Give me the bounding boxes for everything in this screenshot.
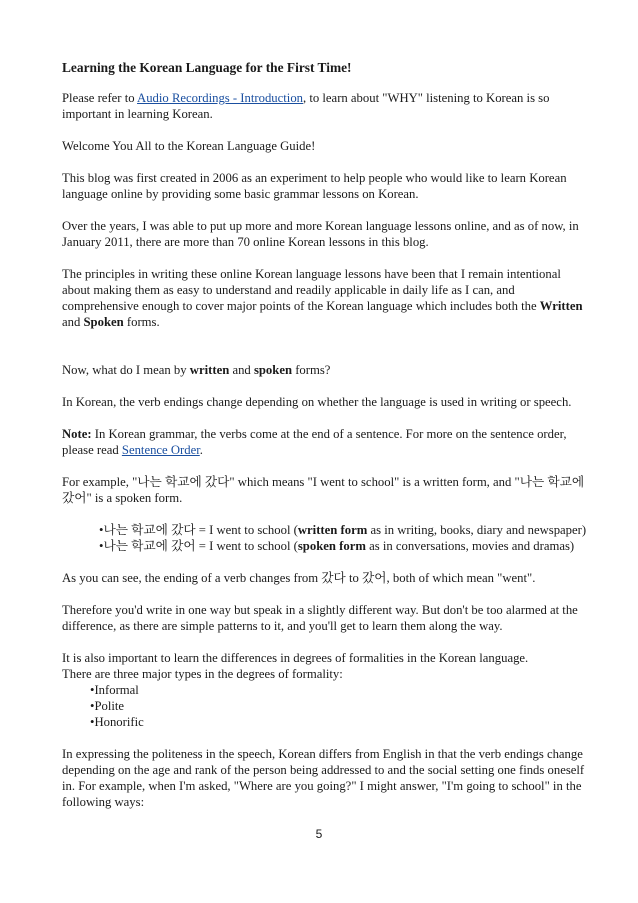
example-written-bold: written form	[297, 523, 368, 537]
written-bold: Written	[539, 299, 583, 313]
question-paragraph	[62, 362, 588, 378]
formality-line-1: It is also important to learn the differences in degrees of formalities in the Korean language.	[62, 651, 529, 665]
example-written-pre: •나는 학교에 갔다 = I went to school (	[99, 523, 298, 537]
principles-text: The principles in writing these online Korean language lessons have been that I remain intentional about making them as easy to understand and readily applicable in daily life as I can, and comprehensive enough to cover major points of the Korean language which includes both the	[62, 267, 561, 313]
intro-paragraph	[62, 90, 588, 122]
formality-paragraph	[62, 650, 588, 682]
audio-recordings-link[interactable]: Audio Recordings - Introduction	[137, 91, 304, 105]
example-spoken-pre: •나는 학교에 갔어 = I went to school (	[99, 539, 298, 553]
note-post: .	[199, 443, 203, 457]
blog-history-paragraph: This blog was first created in 2006 as an experiment to help people who would like to learn Korean language online by providing some basic grammar lessons on Korean.	[62, 171, 567, 201]
note-label: Note:	[62, 427, 92, 441]
example-spoken-bold: spoken form	[297, 539, 366, 553]
spoken-bold: Spoken	[83, 315, 124, 329]
question-spoken-bold: spoken	[253, 363, 293, 377]
list-item	[99, 522, 588, 538]
list-item: •Honorific	[90, 715, 144, 729]
intro-text-post: , to learn about "WHY" listening to Korean is so important in learning Korean.	[62, 91, 550, 121]
principles-and: and	[62, 315, 84, 329]
examples-list	[62, 522, 588, 554]
list-item	[99, 538, 588, 554]
question-post: forms?	[292, 363, 331, 377]
list-item: •Informal	[90, 683, 139, 697]
sentence-order-link[interactable]: Sentence Order	[121, 443, 200, 457]
therefore-paragraph: Therefore you'd write in one way but speak in a slightly different way. But don't be too alarmed at the difference, as there are simple patterns to it, and you'll get to learn them along the way.	[62, 603, 578, 633]
verb-endings-paragraph: In Korean, the verb endings change depending on whether the language is used in writing or speech.	[62, 395, 572, 409]
example-paragraph: For example, "나는 학교에 갔다" which means "I went to school" is a written form, and "나는 학교에 갔어" is a spoken form.	[62, 475, 585, 505]
formality-list	[62, 682, 588, 730]
intro-text-pre: Please refer to	[62, 91, 138, 105]
principles-paragraph	[62, 266, 588, 330]
page-number: 5	[315, 827, 323, 841]
politeness-paragraph: In expressing the politeness in the speech, Korean differs from English in that the verb endings change depending on the age and rank of the person being addressed to and the social setting one finds oneself in. For example, when I'm asked, "Where are you going?" I might answer, "I'm going to school" in the following ways:	[62, 747, 585, 809]
welcome-paragraph: Welcome You All to the Korean Language Guide!	[62, 139, 316, 153]
example-spoken-post: as in conversations, movies and dramas)	[365, 539, 575, 553]
question-and: and	[229, 363, 254, 377]
ending-change-paragraph: As you can see, the ending of a verb changes from 갔다 to 갔어, both of which mean "went".	[62, 571, 536, 585]
example-written-post: as in writing, books, diary and newspaper)	[367, 523, 587, 537]
page-title: Learning the Korean Language for the First Time!	[62, 60, 352, 75]
question-pre: Now, what do I mean by	[62, 363, 190, 377]
list-item: •Polite	[90, 699, 125, 713]
principles-post: forms.	[123, 315, 160, 329]
over-years-paragraph: Over the years, I was able to put up more and more Korean language lessons online, and as of now, in January 2011, there are more than 70 online Korean lessons in this blog.	[62, 219, 579, 249]
question-written-bold: written	[189, 363, 230, 377]
formality-line-2: There are three major types in the degrees of formality:	[62, 667, 343, 681]
note-text: In Korean grammar, the verbs come at the end of a sentence. For more on the sentence order, please read	[62, 427, 567, 457]
note-paragraph	[62, 426, 588, 458]
